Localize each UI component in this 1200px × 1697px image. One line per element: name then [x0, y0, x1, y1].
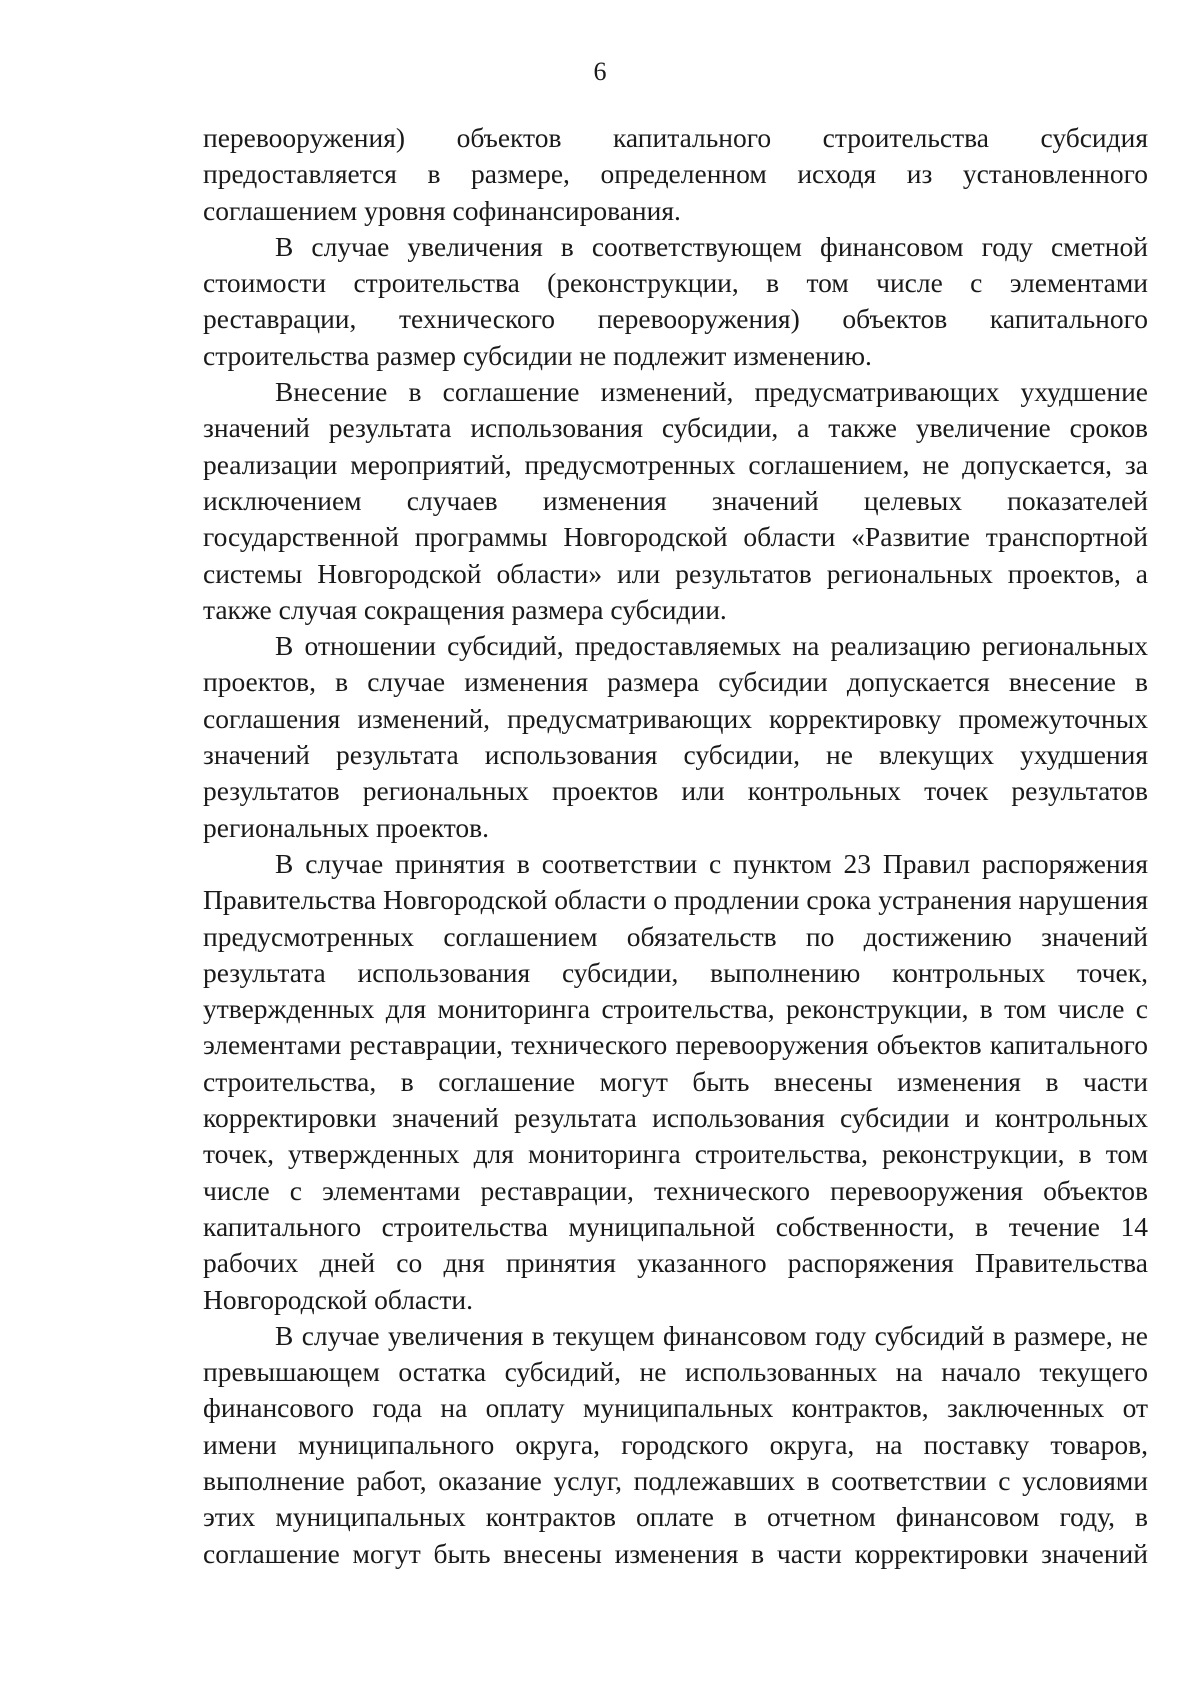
- paragraph-subsidy-increase: В случае увеличения в текущем финансовом году субсидий в размере, не превышающем остатка субсидий, не использованных на начало текущего финансового года на оплату муниципальных контрактов, заключенных от имени муниципального округа, городского округа, на поставку товаров, выполнение работ, оказание услуг, подлежавших в соответствии с условиями этих муниципальных контрактов оплате в отчетном финансовом году, в соглашение могут быть внесены изменения в части корректировки значений: [203, 1319, 1148, 1569]
- paragraph-rule-23-extension: В случае принятия в соответствии с пунктом 23 Правил распоряжения Правительства Новгородской области о продлении срока устранения нарушения предусмотренных соглашением обязательств по достижению значений результата использования субсидии, выполнению контрольных точек, утвержденных для мониторинга строительства, реконструкции, в том числе с элементами реставрации, технического перевооружения объектов капитального строительства, в соглашение могут быть внесены изменения в части корректировки значений результата использования субсидии и контрольных точек, утвержденных для мониторинга строительства, реконструкции, в том числе с элементами реставрации, технического перевооружения объектов капитального строительства муниципальной собственности, в течение 14 рабочих дней со дня принятия указанного распоряжения Правительства Новгородской области.: [203, 847, 1148, 1315]
- paragraph-regional-projects: В отношении субсидий, предоставляемых на реализацию региональных проектов, в случае изменения размера субсидии допускается внесение в соглашения изменений, предусматривающих корректировку промежуточных значений результата использования субсидии, не влекущих ухудшения результатов региональных проектов или контрольных точек результатов региональных проектов.: [203, 630, 1148, 843]
- paragraph-continuation: перевооружения) объектов капитального строительства субсидия предоставляется в размере, определенном исходя из установленного соглашением уровня софинансирования.: [203, 122, 1148, 226]
- paragraph-estimate-cost-increase: В случае увеличения в соответствующем финансовом году сметной стоимости строительства (реконструкции, в том числе с элементами реставрации, технического перевооружения) объектов капитального строительства размер субсидии не подлежит изменению.: [203, 230, 1148, 371]
- paragraph-agreement-changes: Внесение в соглашение изменений, предусматривающих ухудшение значений результата использования субсидии, а также увеличение сроков реализации мероприятий, предусмотренных соглашением, не допускается, за исключением случаев изменения значений целевых показателей государственной программы Новгородской области «Развитие транспортной системы Новгородской области» или результатов региональных проектов, а также случая сокращения размера субсидии.: [203, 376, 1148, 625]
- document-body: [203, 120, 1148, 1572]
- page-number: 6: [593, 57, 607, 86]
